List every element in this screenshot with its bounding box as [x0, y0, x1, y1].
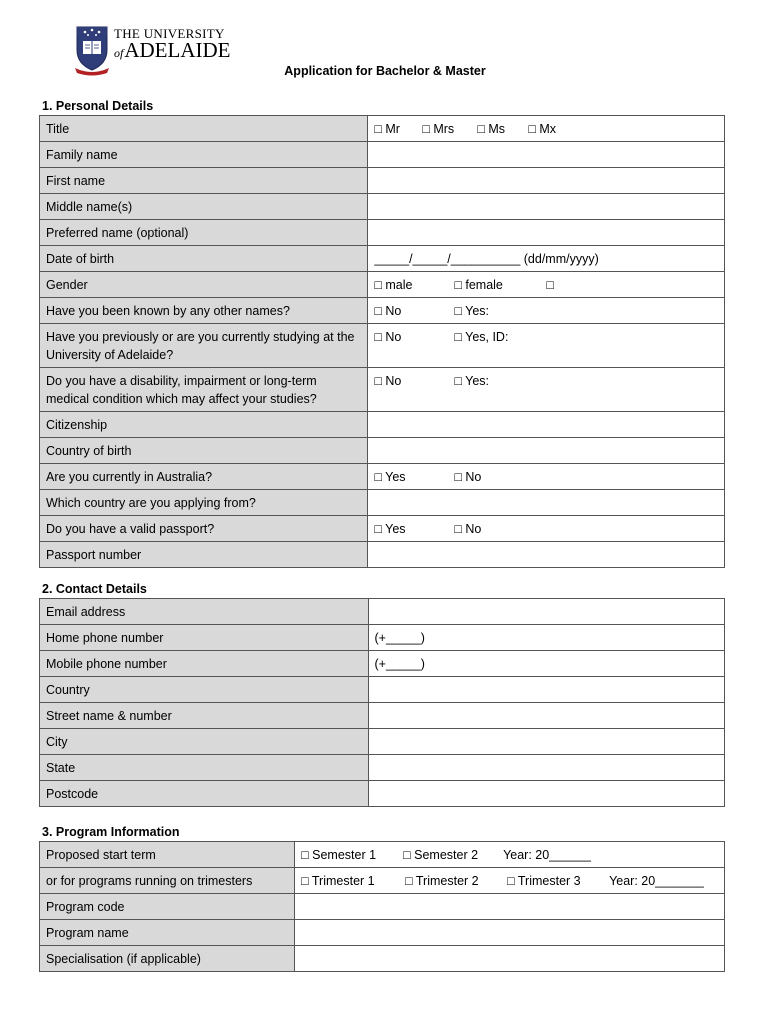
field-label: Citizenship	[40, 412, 368, 438]
checkbox-label: Mx	[539, 122, 557, 136]
section-title-contact-details: 2. Contact Details	[42, 582, 147, 596]
checkbox-icon[interactable]: □	[454, 330, 462, 344]
field-label: or for programs running on trimesters	[40, 868, 295, 894]
checkbox-icon[interactable]: □	[454, 278, 462, 292]
form-row-program-name	[40, 920, 725, 946]
field-value-program-name[interactable]	[295, 920, 725, 946]
checkbox-icon[interactable]: □	[405, 874, 413, 888]
checkbox-icon[interactable]: □	[507, 874, 515, 888]
field-label: Country of birth	[40, 438, 368, 464]
checkbox-label: Trimester 1	[311, 874, 375, 888]
checkbox-label: Trimester 2	[415, 874, 479, 888]
checkbox-icon[interactable]: □	[477, 122, 485, 136]
field-label: Family name	[40, 142, 368, 168]
checkbox-label: Yes:	[465, 304, 489, 318]
field-label: Date of birth	[40, 246, 368, 272]
checkbox-icon[interactable]: □	[374, 470, 382, 484]
field-value-first-name[interactable]	[368, 168, 725, 194]
checkbox-icon[interactable]: □	[546, 278, 554, 292]
checkbox-icon[interactable]: □	[301, 848, 309, 862]
field-label: State	[40, 755, 369, 781]
form-row-family-name	[40, 142, 725, 168]
field-label: Passport number	[40, 542, 368, 568]
form-row-or-for-programs-running-on-trimesters	[40, 868, 725, 894]
form-row-date-of-birth	[40, 246, 725, 272]
field-value-have-you-been-known-by-any-other-names[interactable]	[368, 298, 725, 324]
form-row-which-country-are-you-applying-from	[40, 490, 725, 516]
section-title-personal-details: 1. Personal Details	[42, 99, 154, 113]
checkbox-icon[interactable]: □	[301, 874, 309, 888]
field-value-home-phone-number[interactable]	[368, 625, 724, 651]
checkbox-label: Yes, ID:	[465, 330, 509, 344]
field-value-do-you-have-a-disability-impairment-or-long-term-medical-condition-which-may-affect-your-studies[interactable]	[368, 368, 725, 412]
checkbox-option-no[interactable]	[454, 521, 534, 537]
field-label: Have you been known by any other names?	[40, 298, 368, 324]
form-row-street-name-number	[40, 703, 725, 729]
field-value-proposed-start-term[interactable]	[295, 842, 725, 868]
program-information-table	[39, 841, 725, 972]
field-label: Which country are you applying from?	[40, 490, 368, 516]
field-value-email-address[interactable]	[368, 599, 724, 625]
form-row-preferred-name-optional	[40, 220, 725, 246]
checkbox-label: No	[465, 470, 482, 484]
checkbox-label: No	[385, 304, 402, 318]
field-label: Are you currently in Australia?	[40, 464, 368, 490]
field-value-mobile-phone-number[interactable]	[368, 651, 724, 677]
field-label: Program name	[40, 920, 295, 946]
checkbox-icon[interactable]: □	[374, 330, 382, 344]
form-row-gender	[40, 272, 725, 298]
checkbox-label: Yes:	[465, 374, 489, 388]
field-value-postcode[interactable]	[368, 781, 724, 807]
form-row-country	[40, 677, 725, 703]
checkbox-icon[interactable]: □	[374, 278, 382, 292]
field-prefill: _____/_____/__________ (dd/mm/yyyy)	[374, 252, 599, 266]
field-value-street-name-number[interactable]	[368, 703, 724, 729]
checkbox-label: No	[385, 330, 402, 344]
checkbox-option-mr[interactable]	[374, 121, 422, 137]
field-label: Do you have a disability, impairment or long-term medical condition which may affect your studies?	[40, 368, 368, 412]
checkbox-option-yes[interactable]	[454, 373, 534, 389]
field-label: Preferred name (optional)	[40, 220, 368, 246]
field-value-preferred-name-optional[interactable]	[368, 220, 725, 246]
form-row-proposed-start-term	[40, 842, 725, 868]
form-row-passport-number	[40, 542, 725, 568]
checkbox-icon[interactable]: □	[374, 304, 382, 318]
field-value-gender[interactable]	[368, 272, 725, 298]
field-label: Do you have a valid passport?	[40, 516, 368, 542]
form-row-email-address	[40, 599, 725, 625]
form-row-do-you-have-a-disability-impairment-or-long-term-medical-condition-which-may-affect-your-studies	[40, 368, 725, 412]
checkbox-option-semester-1[interactable]	[301, 847, 403, 863]
checkbox-icon[interactable]: □	[403, 848, 411, 862]
field-value-passport-number[interactable]	[368, 542, 725, 568]
field-value-country-of-birth[interactable]	[368, 438, 725, 464]
checkbox-label: Trimester 3	[517, 874, 581, 888]
logo-text-adelaide: ofADELAIDE	[114, 38, 231, 62]
field-prefill: (+_____)	[374, 657, 425, 671]
checkbox-option-mrs[interactable]	[422, 121, 477, 137]
checkbox-label: Yes	[385, 522, 406, 536]
checkbox-option-trimester-3[interactable]	[507, 873, 609, 889]
checkbox-option-ms[interactable]	[477, 121, 528, 137]
checkbox-label: Semester 2	[414, 848, 479, 862]
form-row-have-you-previously-or-are-you-currently-studying-at-the-university-of-adelaide	[40, 324, 725, 368]
checkbox-icon[interactable]: □	[422, 122, 430, 136]
checkbox-label: female	[465, 278, 503, 292]
checkbox-label: Yes	[385, 470, 406, 484]
checkbox-icon[interactable]: □	[454, 470, 462, 484]
form-row-do-you-have-a-valid-passport	[40, 516, 725, 542]
checkbox-icon[interactable]: □	[454, 304, 462, 318]
checkbox-icon[interactable]: □	[374, 374, 382, 388]
field-label: City	[40, 729, 369, 755]
checkbox-option-no[interactable]	[374, 373, 454, 389]
checkbox-label: male	[385, 278, 413, 292]
field-value-which-country-are-you-applying-from[interactable]	[368, 490, 725, 516]
field-label: Mobile phone number	[40, 651, 369, 677]
checkbox-label: Mr	[385, 122, 400, 136]
field-value-state[interactable]	[368, 755, 724, 781]
form-row-are-you-currently-in-australia	[40, 464, 725, 490]
field-value-specialisation-if-applicable[interactable]	[295, 946, 725, 972]
checkbox-label: Mrs	[433, 122, 455, 136]
form-row-state	[40, 755, 725, 781]
field-label: Program code	[40, 894, 295, 920]
field-label: Gender	[40, 272, 368, 298]
form-row-citizenship	[40, 412, 725, 438]
checkbox-option-no[interactable]	[454, 469, 534, 485]
checkbox-option-trimester-1[interactable]	[301, 873, 405, 889]
checkbox-icon[interactable]: □	[528, 122, 536, 136]
checkbox-label: Semester 1	[312, 848, 377, 862]
field-label: Title	[40, 116, 368, 142]
field-prefill: (+_____)	[374, 631, 425, 645]
checkbox-option-yes[interactable]	[374, 469, 454, 485]
checkbox-option-trimester-2[interactable]	[405, 873, 507, 889]
field-label: Proposed start term	[40, 842, 295, 868]
field-label: Email address	[40, 599, 369, 625]
field-value-title[interactable]	[368, 116, 725, 142]
checkbox-option-semester-2[interactable]	[403, 847, 503, 863]
field-label: First name	[40, 168, 368, 194]
checkbox-option-yes[interactable]	[374, 521, 454, 537]
form-row-first-name	[40, 168, 725, 194]
form-row-postcode	[40, 781, 725, 807]
field-label: Postcode	[40, 781, 369, 807]
field-value-citizenship[interactable]	[368, 412, 725, 438]
field-value-or-for-programs-running-on-trimesters[interactable]	[295, 868, 725, 894]
checkbox-icon[interactable]: □	[374, 122, 382, 136]
form-row-mobile-phone-number	[40, 651, 725, 677]
form-row-title	[40, 116, 725, 142]
field-label: Street name & number	[40, 703, 369, 729]
field-value-program-code[interactable]	[295, 894, 725, 920]
field-label: Country	[40, 677, 369, 703]
field-value-are-you-currently-in-australia[interactable]	[368, 464, 725, 490]
checkbox-option-female[interactable]	[454, 277, 546, 293]
checkbox-option-male[interactable]	[374, 277, 454, 293]
year-field[interactable]: Year: 20_______	[609, 874, 704, 888]
field-value-have-you-previously-or-are-you-currently-studying-at-the-university-of-adelaide[interactable]	[368, 324, 725, 368]
section-title-program-information: 3. Program Information	[42, 825, 180, 839]
checkbox-icon[interactable]: □	[454, 522, 462, 536]
field-value-do-you-have-a-valid-passport[interactable]	[368, 516, 725, 542]
form-row-specialisation-if-applicable	[40, 946, 725, 972]
field-value-country[interactable]	[368, 677, 724, 703]
year-field[interactable]: Year: 20______	[503, 848, 591, 862]
field-value-middle-name-s[interactable]	[368, 194, 725, 220]
document-title: Application for Bachelor & Master	[284, 64, 486, 78]
field-value-family-name[interactable]	[368, 142, 725, 168]
field-value-date-of-birth[interactable]	[368, 246, 725, 272]
checkbox-label: No	[465, 522, 482, 536]
form-row-city	[40, 729, 725, 755]
field-label: Specialisation (if applicable)	[40, 946, 295, 972]
checkbox-option-yes-id[interactable]	[454, 329, 534, 345]
checkbox-icon[interactable]: □	[454, 374, 462, 388]
checkbox-option-yes[interactable]	[454, 303, 534, 319]
form-row-have-you-been-known-by-any-other-names	[40, 298, 725, 324]
form-row-home-phone-number	[40, 625, 725, 651]
form-row-program-code	[40, 894, 725, 920]
contact-details-table	[39, 598, 725, 807]
checkbox-icon[interactable]: □	[374, 522, 382, 536]
checkbox-label: No	[385, 374, 402, 388]
checkbox-label: Ms	[488, 122, 506, 136]
field-label: Home phone number	[40, 625, 369, 651]
checkbox-option-mx[interactable]	[528, 121, 568, 137]
field-label: Middle name(s)	[40, 194, 368, 220]
checkbox-option-no[interactable]	[374, 329, 454, 345]
form-row-middle-name-s	[40, 194, 725, 220]
checkbox-option-blank[interactable]	[546, 277, 566, 293]
field-label: Have you previously or are you currently studying at the University of Adelaide?	[40, 324, 368, 368]
checkbox-option-no[interactable]	[374, 303, 454, 319]
logo-text-university: THE UNIVERSITY	[114, 26, 225, 41]
personal-details-table	[39, 115, 725, 568]
form-row-country-of-birth	[40, 438, 725, 464]
field-value-city[interactable]	[368, 729, 724, 755]
